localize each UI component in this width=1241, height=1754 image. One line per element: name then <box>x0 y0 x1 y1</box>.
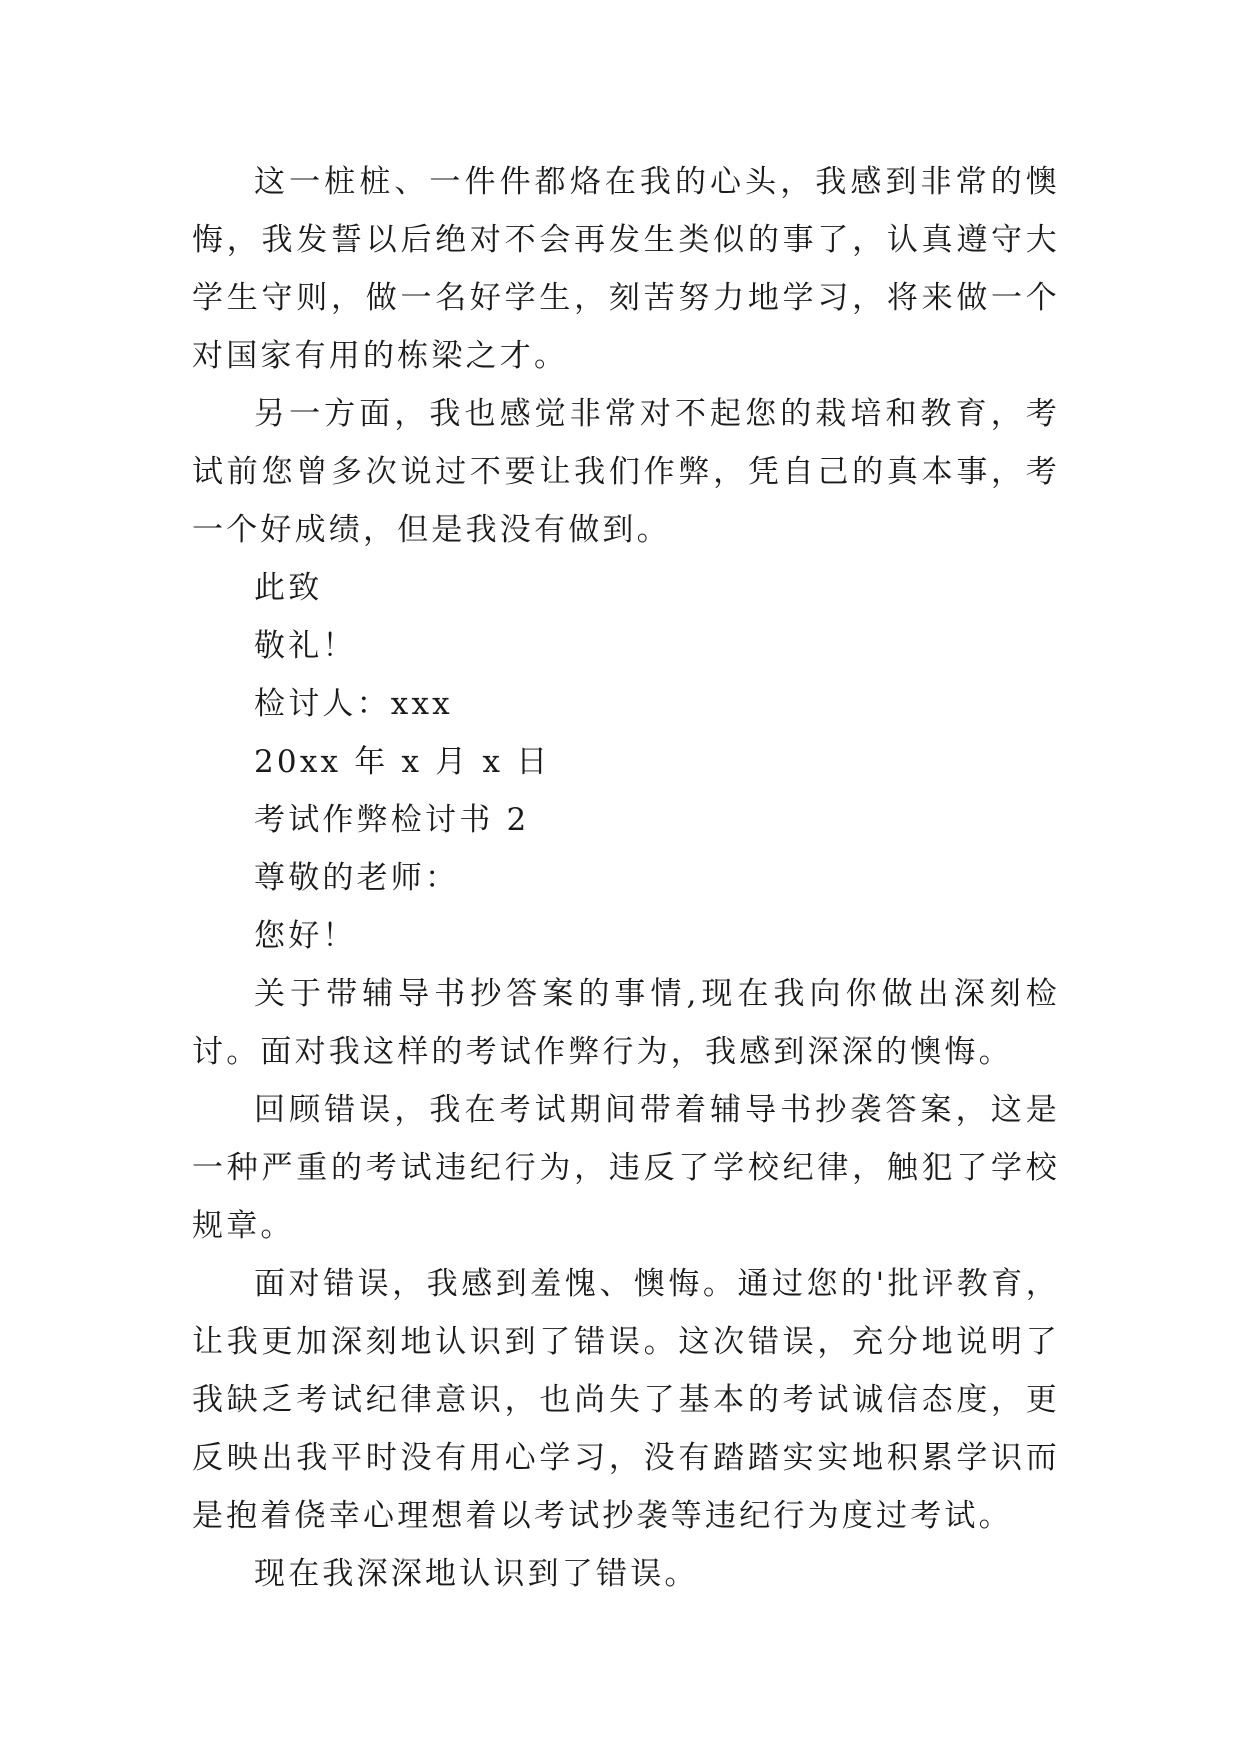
paragraph-reflection: 面对错误，我感到羞愧、懊悔。通过您的'批评教育，让我更加深刻地认识到了错误。这次错误，充分地说明了我缺乏考试纪律意识，也尚失了基本的考试诚信态度，更反映出我平时没有用心学习，没有踏踏实实地积累学识而是抱着侥幸心理想着以考试抄袭等违纪行为度过考试。 <box>192 1266 1060 1534</box>
closing-salutation: 此致 <box>254 570 323 606</box>
salutation: 尊敬的老师： <box>254 860 460 896</box>
paragraph-apology: 另一方面，我也感觉非常对不起您的栽培和教育，考试前您曾多次说过不要让我们作弊，凭自己的真本事，考一个好成绩，但是我没有做到。 <box>192 396 1060 548</box>
closing-regards: 敬礼！ <box>254 628 357 664</box>
greeting: 您好！ <box>254 918 357 954</box>
section-title: 考试作弊检讨书 2 <box>254 802 530 838</box>
paragraph-review: 回顾错误，我在考试期间带着辅导书抄袭答案，这是一种严重的考试违纪行为，违反了学校纪律，触犯了学校规章。 <box>192 1092 1060 1244</box>
paragraph-conclusion: 现在我深深地认识到了错误。 <box>254 1556 699 1592</box>
paragraph-incident: 关于带辅导书抄答案的事情,现在我向你做出深刻检讨。面对我这样的考试作弊行为，我感到深深的懊悔。 <box>192 976 1060 1070</box>
paragraph-regret: 这一桩桩、一件件都烙在我的心头，我感到非常的懊悔，我发誓以后绝对不会再发生类似的事了，认真遵守大学生守则，做一名好学生，刻苦努力地学习，将来做一个对国家有用的栋梁之才。 <box>192 164 1060 374</box>
signature-line: 检讨人：xxx <box>254 686 453 722</box>
document-body <box>192 153 1060 1603</box>
date-line: 20xx 年 x 月 x 日 <box>254 744 551 780</box>
